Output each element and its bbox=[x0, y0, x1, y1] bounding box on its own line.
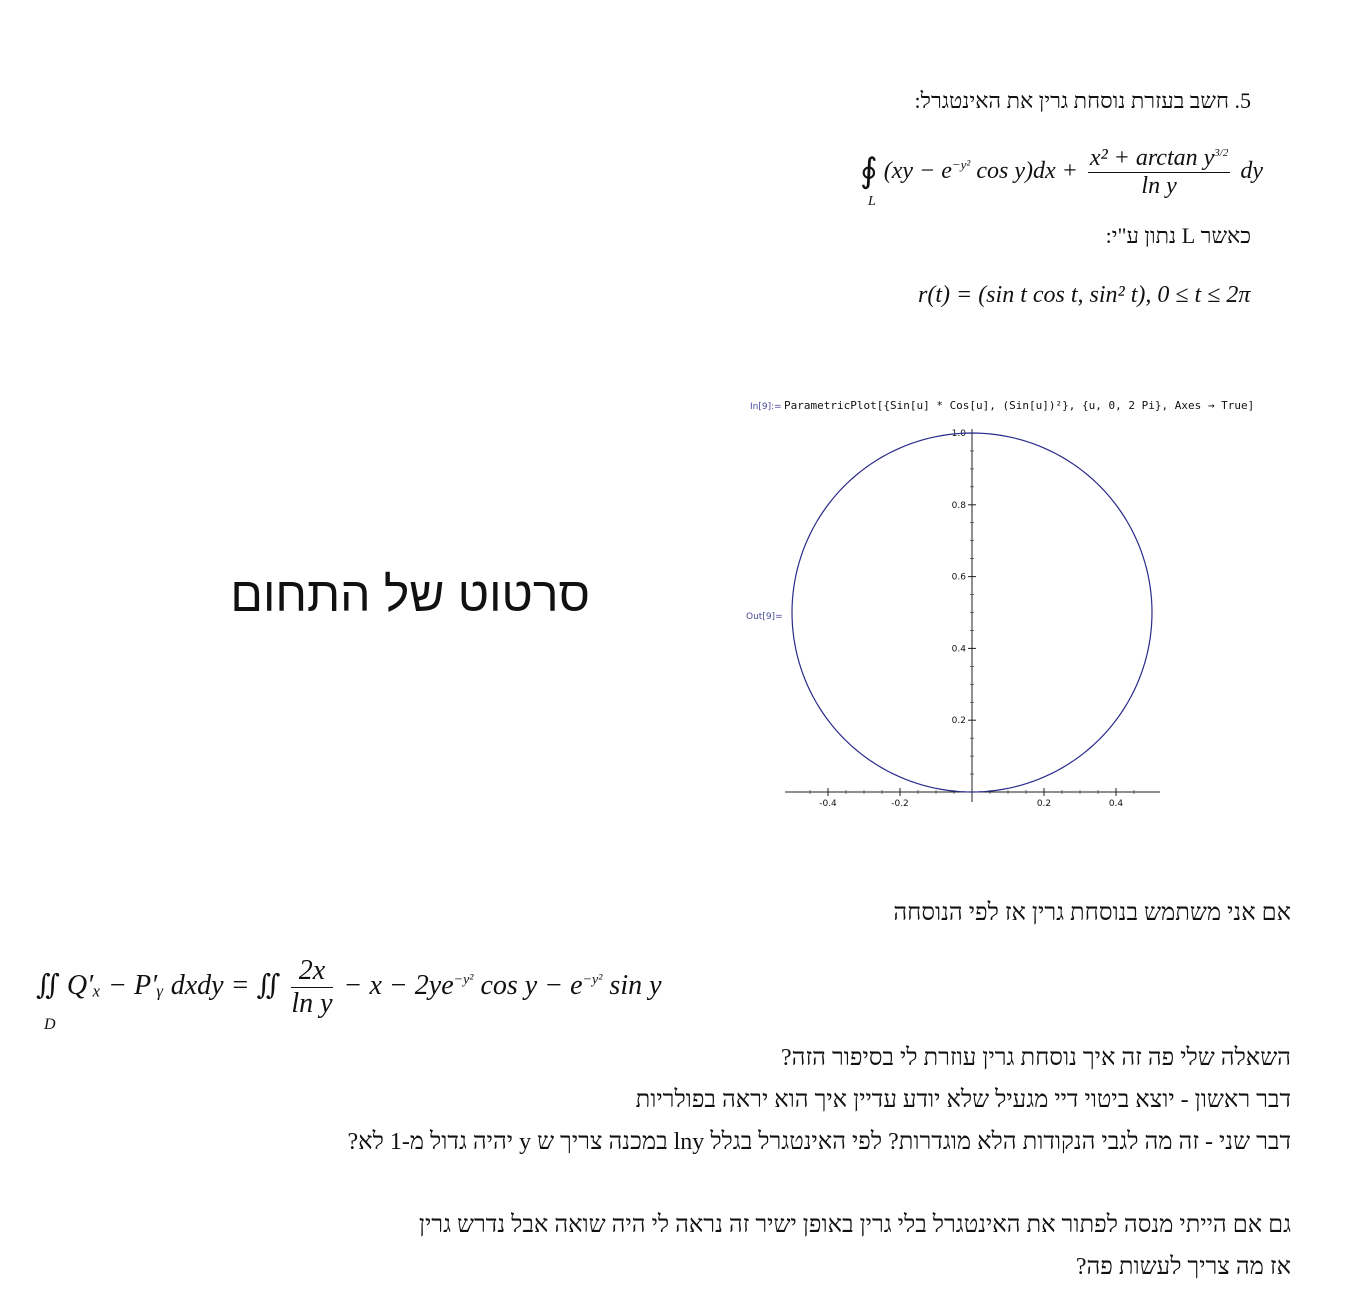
green-fraction: $\frac{2x}{\text{ln y}}$ bbox=[291, 955, 333, 1019]
x-tick-label: -0.2 bbox=[891, 799, 909, 809]
paragraph-2: השאלה שלי פה זה איך נוסחת גרין עוזרת לי בסיפור הזה? bbox=[781, 1045, 1291, 1071]
domain-sketch-title: סרטוט של התחום bbox=[230, 569, 590, 622]
line-integral-formula: ∮ ($xy - e^{-y^2}$ cos y)dx + $\frac{x^2 + \arctan y^{3/2}}{\text{ln y}}$ dy L bbox=[860, 145, 1263, 209]
question-title: 5. חשב בעזרת נוסחת גרין את האינטגרל: bbox=[914, 88, 1251, 113]
plot-axes bbox=[785, 429, 1160, 809]
input-label: In[9]:= bbox=[750, 402, 782, 412]
output-label: Out[9]= bbox=[746, 612, 783, 622]
curve-equation: r(t) = (sin t cos t, sin² t), 0 ≤ t ≤ 2π bbox=[918, 282, 1251, 308]
y-tick-label: 0.8 bbox=[951, 500, 966, 511]
paragraph-4: דבר שני - זה מה לגבי הנקודות הלא מוגדרות? לפי האינטגרל בגלל lny במכנה צריך ש y יהיה גדול מ-1 לא? bbox=[347, 1129, 1291, 1155]
contour-label: L bbox=[868, 194, 876, 209]
paragraph-5: גם אם הייתי מנסה לפתור את האינטגרל בלי גרין באופן ישיר זה נראה לי היה שואה אבל נדרש גרין bbox=[418, 1212, 1291, 1238]
y-tick-label: 0.6 bbox=[951, 572, 966, 583]
paragraph-3: דבר ראשון - יוצא ביטוי דיי מגעיל שלא יודע עדיין איך הוא יראה בפולריות bbox=[635, 1087, 1291, 1113]
x-tick-label: 0.2 bbox=[1036, 799, 1052, 809]
paragraph-6: אז מה צריך לעשות פה? bbox=[1075, 1254, 1291, 1280]
mathematica-plot bbox=[730, 392, 1270, 812]
y-tick-label: 1.0 bbox=[951, 429, 966, 439]
y-tick-label: 0.4 bbox=[951, 644, 966, 655]
input-command: ParametricPlot[{Sin[u] * Cos[u], (Sin[u])²}, {u, 0, 2 Pi}, Axes → True] bbox=[784, 399, 1255, 412]
fraction: $\frac{x^2 + \arctan y^{3/2}}{\text{ln y}}$ bbox=[1089, 145, 1229, 199]
x-tick-label: 0.4 bbox=[1108, 799, 1124, 809]
contour-integral-symbol: ∮ bbox=[860, 153, 878, 191]
green-formula: ∬ Q′ₓ − P′ᵧ dxdy = ∬ $\frac{2x}{\text{ln y}}$ − $x - 2ye^{-y^2}$ $\cos y - e^{-y^2}$ sin y D bbox=[36, 955, 662, 1033]
x-tick-label: -0.4 bbox=[819, 799, 837, 809]
paragraph-1: אם אני משתמש בנוסחת גרין אז לפי הנוסחה bbox=[893, 900, 1291, 926]
y-tick-label: 0.2 bbox=[951, 716, 966, 727]
parametric-plot-svg bbox=[730, 392, 1270, 812]
region-label: D bbox=[44, 1016, 56, 1033]
condition-text: כאשר L נתון ע"י: bbox=[1105, 223, 1251, 248]
